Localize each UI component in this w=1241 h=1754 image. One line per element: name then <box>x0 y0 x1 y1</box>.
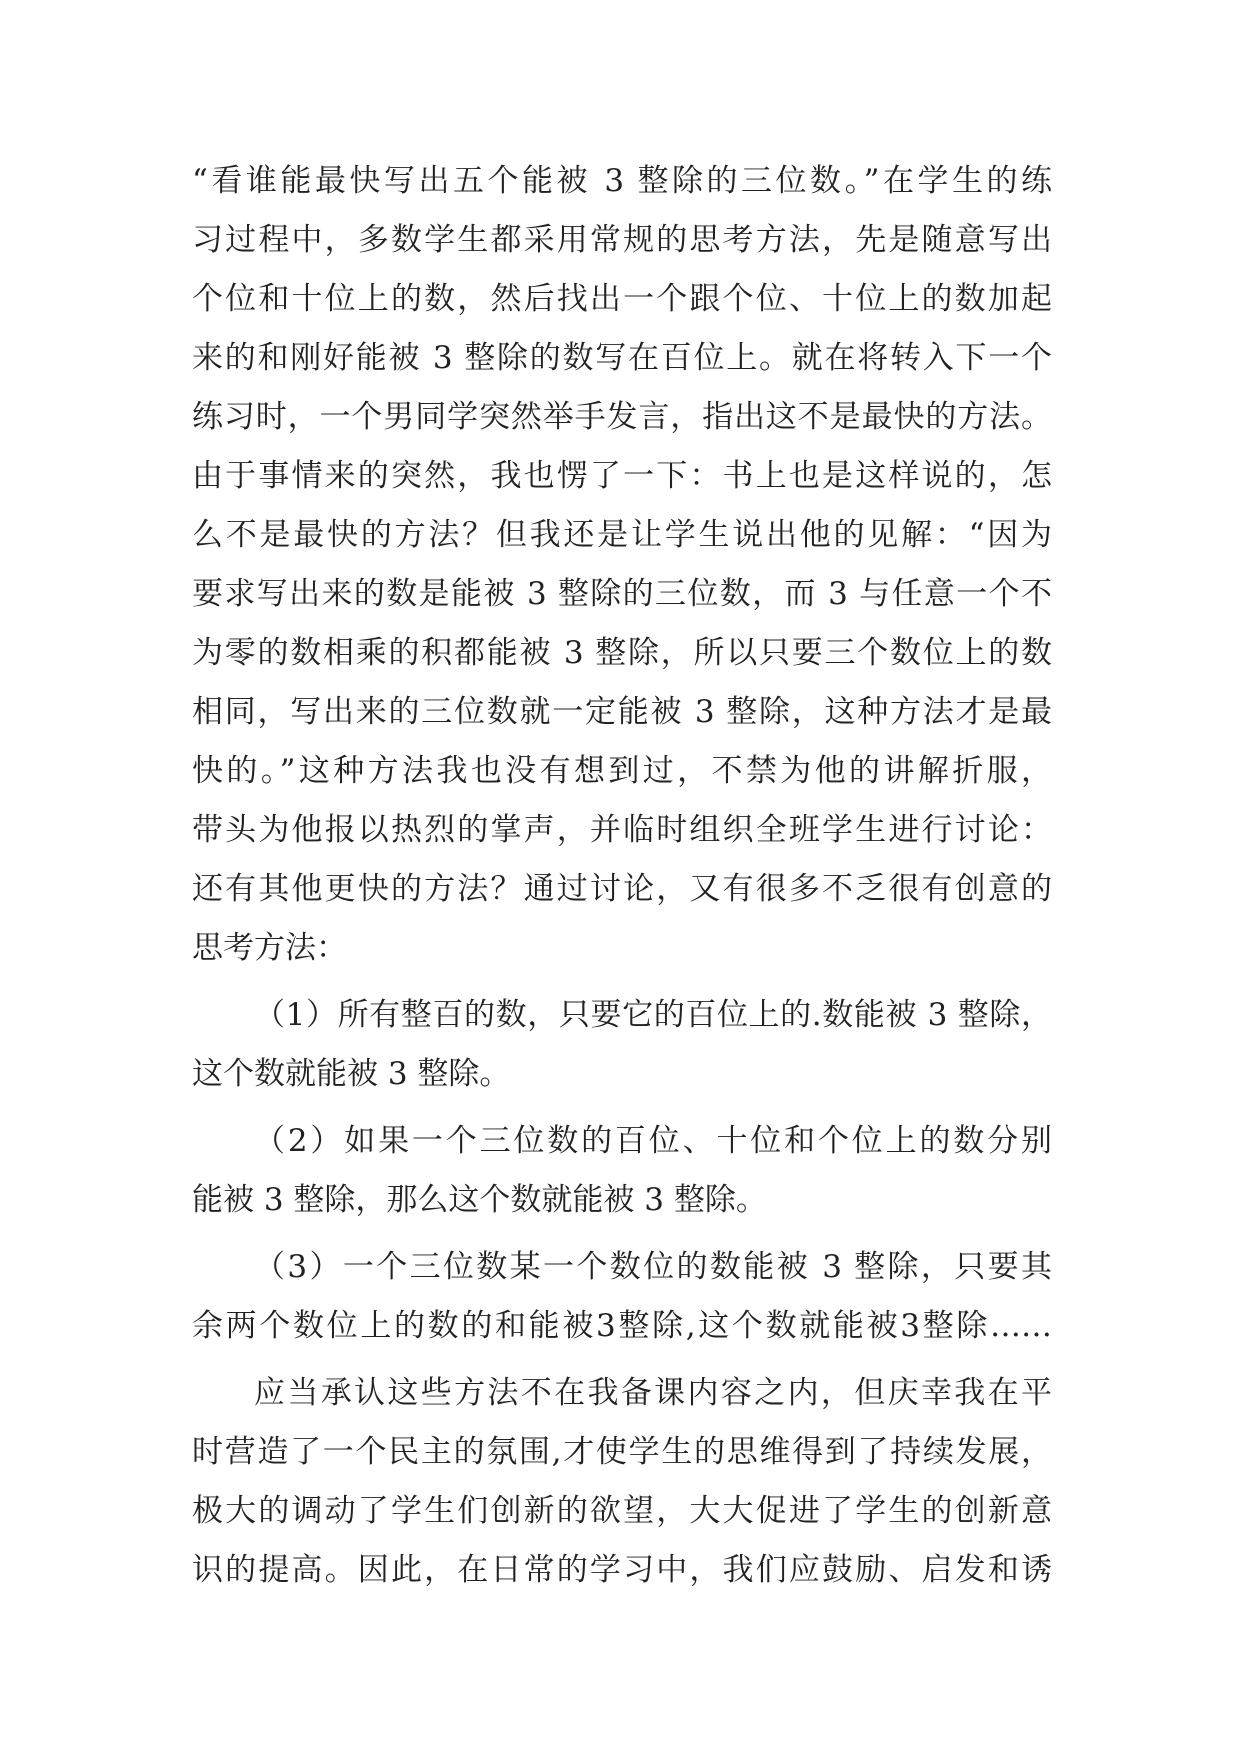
text-line: 习过程中，多数学生都采用常规的思考方法，先是随意写出 <box>192 222 1052 258</box>
text-line: 能被 3 整除，那么这个数就能被 3 整除。 <box>192 1182 767 1218</box>
text-line: 由于事情来的突然，我也愣了一下：书上也是这样说的，怎 <box>192 458 1052 494</box>
text-line: 么不是最快的方法？但我还是让学生说出他的见解：“因为 <box>192 517 1052 553</box>
text-line: 要求写出来的数是能被 3 整除的三位数，而 3 与任意一个不 <box>192 576 1052 612</box>
text-line: 思考方法： <box>192 930 347 966</box>
paragraph-spacer <box>192 1356 1052 1364</box>
text-line: “看谁能最快写出五个能被 3 整除的三位数。”在学生的练 <box>192 163 1052 199</box>
paragraph-spacer <box>192 1230 1052 1238</box>
text-line: 带头为他报以热烈的掌声，并临时组织全班学生进行讨论： <box>192 812 1052 848</box>
document-body <box>192 152 1052 1600</box>
paragraph-conclusion <box>192 1364 1052 1600</box>
text-line: 为零的数相乘的积都能被 3 整除，所以只要三个数位上的数 <box>192 635 1052 671</box>
text-line: 这个数就能被 3 整除。 <box>192 1056 511 1092</box>
text-line: （2）如果一个三位数的百位、十位和个位上的数分别 <box>254 1123 1052 1159</box>
text-line: 应当承认这些方法不在我备课内容之内，但庆幸我在平 <box>254 1375 1052 1411</box>
text-line: 极大的调动了学生们创新的欲望，大大促进了学生的创新意 <box>192 1493 1052 1529</box>
text-line: 来的和刚好能被 3 整除的数写在百位上。就在将转入下一个 <box>192 340 1052 376</box>
text-line: （1）所有整百的数，只要它的百位上的.数能被 3 整除， <box>254 997 1052 1033</box>
text-line: 识的提高。因此，在日常的学习中，我们应鼓励、启发和诱 <box>192 1552 1052 1588</box>
text-line: 快的。”这种方法我也没有想到过，不禁为他的讲解折服， <box>192 753 1052 789</box>
text-line: 练习时，一个男同学突然举手发言，指出这不是最快的方法。 <box>192 399 1052 435</box>
paragraph-spacer <box>192 1104 1052 1112</box>
text-line: 还有其他更快的方法？通过讨论，又有很多不乏很有创意的 <box>192 871 1052 907</box>
list-item-2 <box>192 1112 1052 1230</box>
list-item-3 <box>192 1238 1052 1356</box>
list-item-1 <box>192 986 1052 1104</box>
text-line: 个位和十位上的数，然后找出一个跟个位、十位上的数加起 <box>192 281 1052 317</box>
text-line: 相同，写出来的三位数就一定能被 3 整除，这种方法才是最 <box>192 694 1052 730</box>
paragraph-spacer <box>192 978 1052 986</box>
text-line: 余两个数位上的数的和能被3整除,这个数就能被3整除…… <box>192 1308 1052 1344</box>
text-line: （3）一个三位数某一个数位的数能被 3 整除，只要其 <box>254 1249 1052 1285</box>
text-line: 时营造了一个民主的氛围,才使学生的思维得到了持续发展， <box>192 1434 1052 1470</box>
paragraph-discussion <box>192 152 1052 978</box>
